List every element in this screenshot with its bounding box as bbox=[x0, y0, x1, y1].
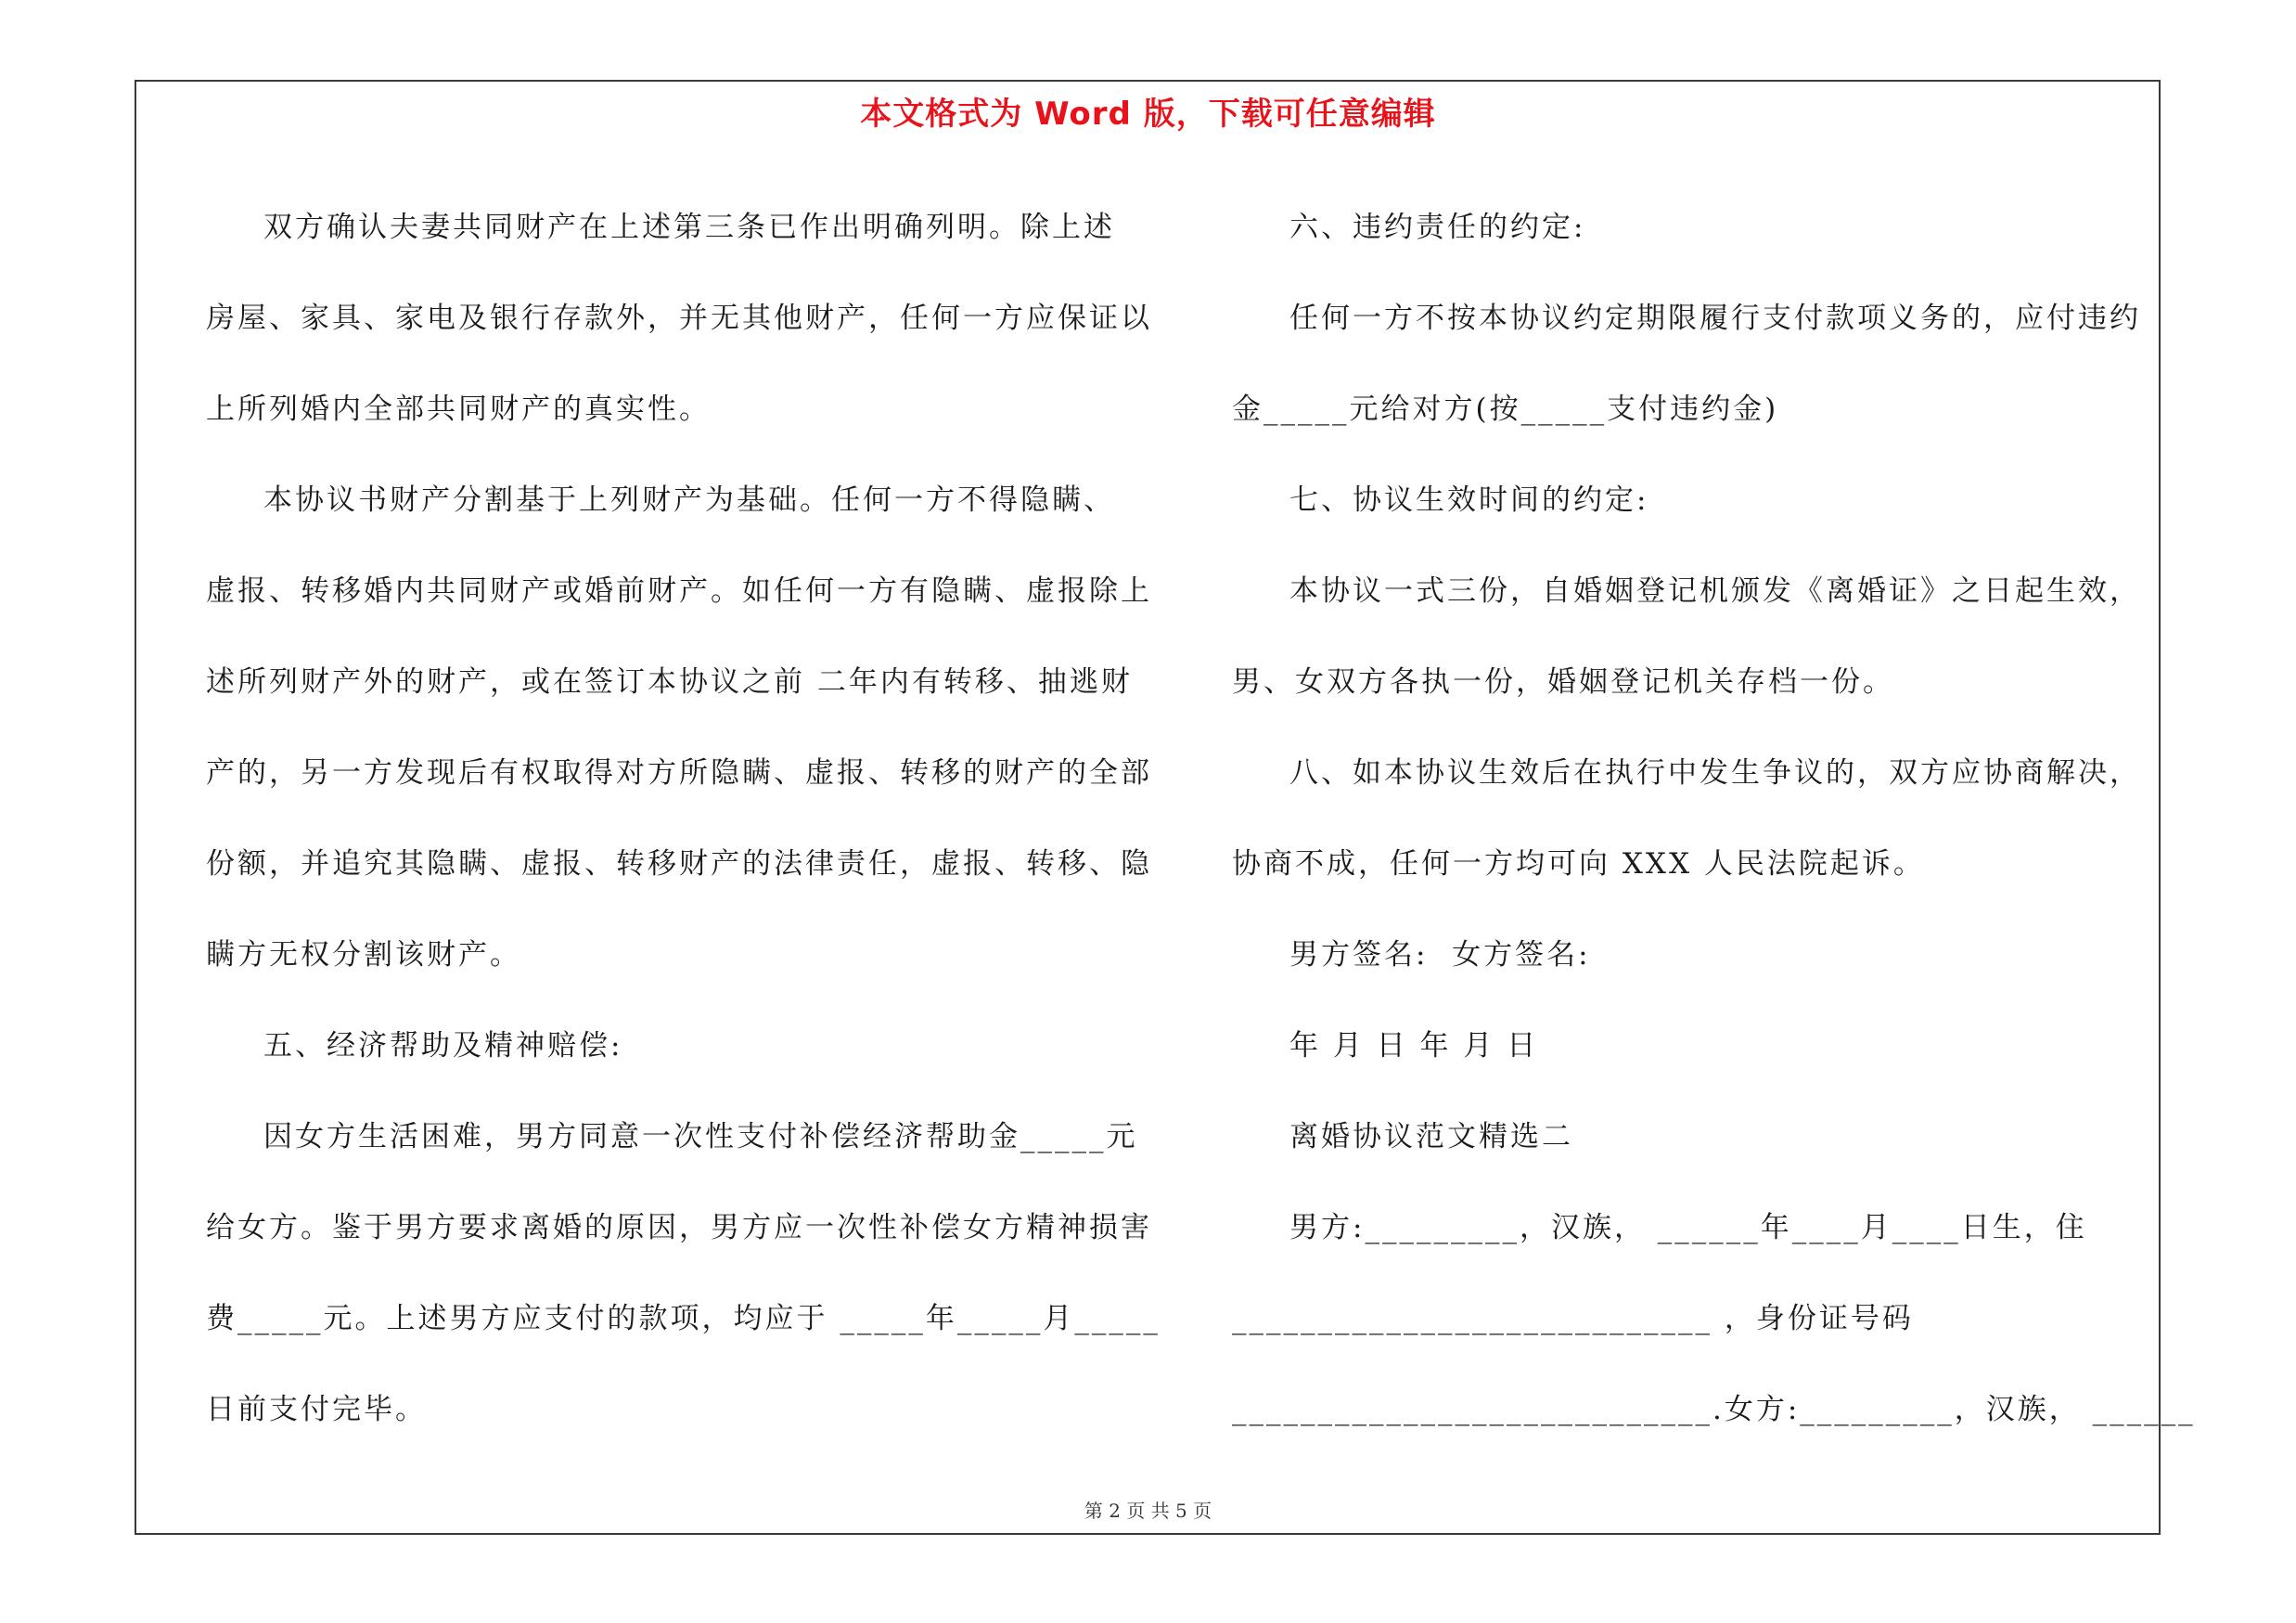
text-line: 本协议书财产分割基于上列财产为基础。任何一方不得隐瞒、 bbox=[263, 483, 1115, 517]
text-line: 虚报、转移婚内共同财产或婚前财产。如任何一方有隐瞒、虚报除上 bbox=[206, 574, 1152, 608]
text-line: 协商不成，任何一方均可向 XXX 人民法院起诉。 bbox=[1232, 847, 1925, 881]
text-line: 份额，并追究其隐瞒、虚报、转移财产的法律责任，虚报、转移、隐 bbox=[206, 847, 1152, 881]
section-heading: 五、经济帮助及精神赔偿: bbox=[263, 1029, 623, 1063]
right-text-column bbox=[1232, 182, 2196, 1455]
text-line: 日前支付完毕。 bbox=[206, 1393, 427, 1426]
section-heading: 七、协议生效时间的约定: bbox=[1289, 483, 1649, 517]
text-line: 述所列财产外的财产，或在签订本协议之前 二年内有转移、抽逃财 bbox=[206, 665, 1133, 699]
text-line: ____________________________ ，身份证号码 bbox=[1232, 1302, 1914, 1335]
text-line: 给女方。鉴于男方要求离婚的原因，男方应一次性补偿女方精神损害 bbox=[206, 1211, 1152, 1244]
text-line: 本协议一式三份，自婚姻登记机颁发《离婚证》之日起生效， bbox=[1289, 574, 2141, 608]
page-number: 第 2 页 共 5 页 bbox=[1084, 1500, 1212, 1522]
text-line: 上所列婚内全部共同财产的真实性。 bbox=[206, 393, 711, 426]
text-line: 任何一方不按本协议约定期限履行支付款项义务的，应付违约 bbox=[1289, 302, 2141, 335]
text-line: 费_____元。上述男方应支付的款项，均应于 _____年_____月_____ bbox=[206, 1302, 1161, 1335]
section-title: 离婚协议范文精选二 bbox=[1289, 1120, 1573, 1153]
text-line: 瞒方无权分割该财产。 bbox=[206, 938, 521, 972]
text-line: 双方确认夫妻共同财产在上述第三条已作出明确列明。除上述 bbox=[263, 211, 1115, 244]
section-heading: 八、如本协议生效后在执行中发生争议的，双方应协商解决， bbox=[1289, 756, 2141, 790]
left-text-column bbox=[206, 182, 1161, 1455]
text-line: 房屋、家具、家电及银行存款外，并无其他财产，任何一方应保证以 bbox=[206, 302, 1152, 335]
text-line: 产的，另一方发现后有权取得对方所隐瞒、虚报、转移的财产的全部 bbox=[206, 756, 1152, 790]
date-line: 年 月 日 年 月 日 bbox=[1289, 1029, 1539, 1063]
text-line: 因女方生活困难，男方同意一次性支付补偿经济帮助金_____元 bbox=[263, 1120, 1138, 1153]
text-line: 男、女双方各执一份，婚姻登记机关存档一份。 bbox=[1232, 665, 1894, 699]
text-line: ____________________________.女方:_________，汉族， ______ bbox=[1232, 1393, 2196, 1426]
section-heading: 六、违约责任的约定: bbox=[1289, 211, 1586, 244]
signature-line: 男方签名: 女方签名: bbox=[1289, 938, 1591, 972]
format-notice-banner: 本文格式为 Word 版，下载可任意编辑 bbox=[860, 96, 1436, 133]
text-line: 男方:_________，汉族， ______年____月____日生，住 bbox=[1289, 1211, 2087, 1244]
text-line: 金_____元给对方(按_____支付违约金) bbox=[1232, 393, 1779, 426]
